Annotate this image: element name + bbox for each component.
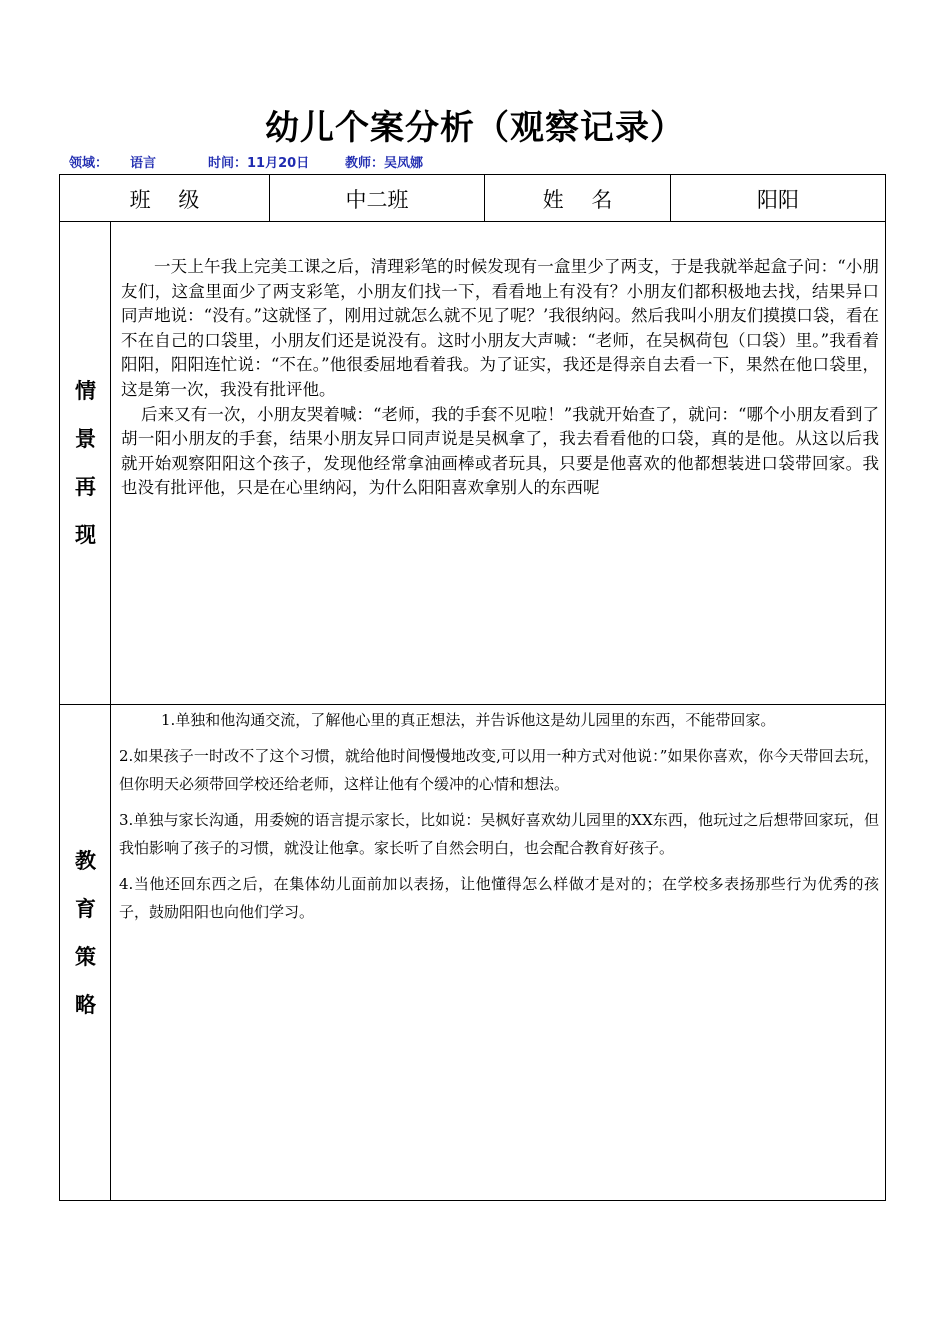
strategy-label-char: 教: [75, 849, 96, 873]
name-label: 姓 名: [542, 187, 613, 212]
teacher-value: 吴凤娜: [384, 156, 424, 171]
domain-label: 领域：: [69, 156, 109, 171]
scene-label-char: 再: [75, 475, 96, 499]
teacher-label: 教师：: [345, 156, 385, 171]
time-value: 11月20日: [247, 156, 310, 171]
table-divider: [59, 704, 886, 705]
time-label: 时间：: [208, 156, 248, 171]
strategy-list: [119, 706, 879, 934]
page-title: 幼儿个案分析（观察记录）: [265, 108, 685, 148]
scene-text: [121, 255, 879, 501]
class-value: 中二班: [345, 187, 409, 212]
scene-section-label: [60, 222, 111, 704]
strategy-section-label: [60, 808, 111, 1058]
name-value: 阳阳: [757, 187, 799, 212]
teacher-meta: [345, 152, 423, 171]
scene-label-char: 现: [75, 523, 96, 547]
time-meta: [208, 152, 309, 171]
scene-label-char: 景: [75, 427, 96, 451]
strategy-item: 2.如果孩子一时改不了这个习惯，就给他时间慢慢地改变,可以用一种方式对他说：”如果你喜欢，你今天带回去玩，但你明天必须带回学校还给老师，这样让他有个缓冲的心情和想法。: [119, 747, 879, 793]
class-label: 班 级: [129, 187, 200, 212]
scene-paragraph: 后来又有一次，小朋友哭着喊：“老师，我的手套不见啦！”我就开始查了，就问：“哪个小朋友看到了胡一阳小朋友的手套，结果小朋友异口同声说是吴枫拿了，我去看看他的口袋，真的是他。从这以后我就开始观察阳阳这个孩子，发现他经常拿油画棒或者玩具，只要是他喜欢的他都想装进口袋带回家。我也没有批评他，只是在心里纳闷，为什么阳阳喜欢拿别人的东西呢: [121, 404, 879, 498]
domain-meta: [69, 152, 156, 171]
strategy-item: 1.单独和他沟通交流，了解他心里的真正想法，并告诉他这是幼儿园里的东西，不能带回家。: [161, 711, 776, 729]
scene-paragraph: 一天上午我上完美工课之后，清理彩笔的时候发现有一盒里少了两支，于是我就举起盒子问：“小朋友们，这盒里面少了两支彩笔，小朋友们找一下，看看地上有没有？小朋友们都积极地去找，结果异口同声地说：“没有。”这就怪了，刚用过就怎么就不见了呢？’我很纳闷。然后我叫小朋友们摸摸口袋，看在不在自己的口袋里，小朋友们还是说没有。这时小朋友大声喊：“老师，在吴枫荷包（口袋）里。”我看着阳阳，阳阳连忙说：“不在。”他很委屈地看着我。为了证实，我还是得亲自去看一下，果然在他口袋里，这是第一次，我没有批评他。: [121, 257, 879, 399]
strategy-item: 4.当他还回东西之后，在集体幼儿面前加以表扬，让他懂得怎么样做才是对的；在学校多表扬那些行为优秀的孩子，鼓励阳阳也向他们学习。: [119, 875, 879, 921]
strategy-label-char: 略: [75, 993, 96, 1017]
domain-value: 语言: [130, 156, 157, 171]
strategy-item: 3.单独与家长沟通，用委婉的语言提示家长，比如说：吴枫好喜欢幼儿园里的XX东西，他玩过之后想带回家玩，但我怕影响了孩子的习惯，就没让他拿。家长听了自然会明白，也会配合教育好孩子。: [119, 811, 879, 857]
scene-label-char: 情: [75, 379, 96, 403]
strategy-label-char: 育: [75, 897, 96, 921]
strategy-label-char: 策: [75, 945, 96, 969]
